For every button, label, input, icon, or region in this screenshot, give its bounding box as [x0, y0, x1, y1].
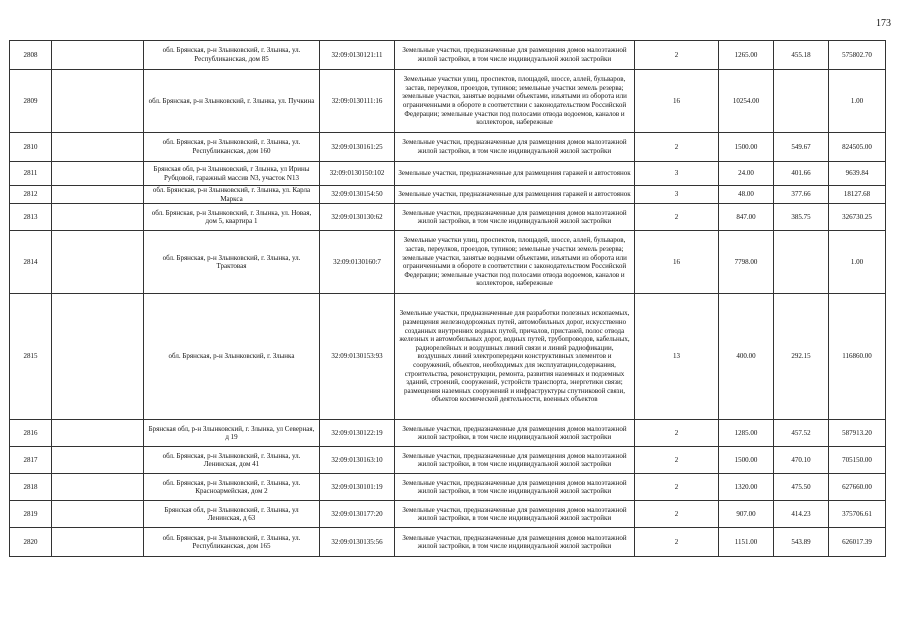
land-use-cell: Земельные участки, предназначенные для размещения домов малоэтажной жилой застройки, в том числе индивидуальной жилой застройки [395, 501, 635, 528]
value-cell: 9639.84 [829, 162, 886, 186]
address-cell: обл. Брянская, р-н Злынковский, г. Злынка, ул. Ленинская, дом 41 [144, 447, 320, 474]
table-row [10, 474, 886, 501]
group-cell: 16 [635, 70, 719, 133]
table-row [10, 186, 886, 204]
row-number: 2813 [10, 204, 52, 231]
blank-cell [52, 447, 144, 474]
land-use-cell: Земельные участки, предназначенные для размещения домов малоэтажной жилой застройки, в том числе индивидуальной жилой застройки [395, 420, 635, 447]
blank-cell [52, 204, 144, 231]
blank-cell [52, 528, 144, 557]
cadastral-number-cell: 32:09:0130121:11 [320, 41, 395, 70]
land-use-cell: Земельные участки, предназначенные для размещения домов малоэтажной жилой застройки, в том числе индивидуальной жилой застройки [395, 474, 635, 501]
area-cell: 1320.00 [719, 474, 774, 501]
blank-cell [52, 70, 144, 133]
row-number: 2808 [10, 41, 52, 70]
address-cell: обл. Брянская, р-н Злынковский, г. Злынка, ул. Республиканская, дом 165 [144, 528, 320, 557]
land-use-cell: Земельные участки, предназначенные для размещения домов малоэтажной жилой застройки, в том числе индивидуальной жилой застройки [395, 133, 635, 162]
group-cell: 2 [635, 447, 719, 474]
table-row [10, 162, 886, 186]
row-number: 2811 [10, 162, 52, 186]
address-cell: Брянская обл, р-н Злынковский, г. Злынка, ул Северная, д 19 [144, 420, 320, 447]
cadastral-number-cell: 32:09:0130160:7 [320, 231, 395, 294]
value-cell: 626017.39 [829, 528, 886, 557]
address-cell: обл. Брянская, р-н Злынковский, г. Злынка, ул. Новая, дом 5, квартира 1 [144, 204, 320, 231]
cadastral-number-cell: 32:09:0130177:20 [320, 501, 395, 528]
rate-cell: 543.89 [774, 528, 829, 557]
cadastral-number-cell: 32:09:0130111:16 [320, 70, 395, 133]
value-cell: 18127.68 [829, 186, 886, 204]
cadastral-number-cell: 32:09:0130101:19 [320, 474, 395, 501]
table-row [10, 41, 886, 70]
group-cell: 2 [635, 41, 719, 70]
blank-cell [52, 294, 144, 420]
row-number: 2814 [10, 231, 52, 294]
table-row [10, 501, 886, 528]
table-row [10, 70, 886, 133]
group-cell: 13 [635, 294, 719, 420]
blank-cell [52, 231, 144, 294]
row-number: 2817 [10, 447, 52, 474]
value-cell: 326730.25 [829, 204, 886, 231]
value-cell: 575802.70 [829, 41, 886, 70]
cadastral-number-cell: 32:09:0130130:62 [320, 204, 395, 231]
row-number: 2812 [10, 186, 52, 204]
area-cell: 7798.00 [719, 231, 774, 294]
address-cell: обл. Брянская, р-н Злынковский, г. Злынка, ул. Пучкина [144, 70, 320, 133]
rate-cell: 455.18 [774, 41, 829, 70]
land-use-cell: Земельные участки, предназначенные для разработки полезных ископаемых, размещения железнодорожных путей, автомобильных дорог, искусственно созданных внутренних водных путей, причалов, пристаней, полос отвода железных и автомобильных дорог, водных путей, трубопроводов, кабельных, радиорелейных и воздушных линий связи и линий радиофикации, воздушных линий электропередачи конструктивных элементов и сооружений, объектов, необходимых для эксплуатации,содержания, строительства, реконструкции, ремонта, развития наземных и подземных зданий, строений, сооружений, устройств транспорта, энергетики связи; размещения наземных сооружений и инфраструктуры спутниковой связи, объектов космической деятельности, военных объектов [395, 294, 635, 420]
address-cell: обл. Брянская, р-н Злынковский, г. Злынка, ул. Трактовая [144, 231, 320, 294]
table-row [10, 294, 886, 420]
area-cell: 847.00 [719, 204, 774, 231]
rate-cell: 385.75 [774, 204, 829, 231]
land-use-cell: Земельные участки, предназначенные для размещения домов малоэтажной жилой застройки, в том числе индивидуальной жилой застройки [395, 41, 635, 70]
blank-cell [52, 186, 144, 204]
value-cell: 824505.00 [829, 133, 886, 162]
land-use-cell: Земельные участки, предназначенные для размещения домов малоэтажной жилой застройки, в том числе индивидуальной жилой застройки [395, 204, 635, 231]
land-use-cell: Земельные участки, предназначенные для размещения гаражей и автостоянок [395, 186, 635, 204]
group-cell: 3 [635, 162, 719, 186]
rate-cell: 401.66 [774, 162, 829, 186]
row-number: 2818 [10, 474, 52, 501]
value-cell: 627660.00 [829, 474, 886, 501]
group-cell: 2 [635, 420, 719, 447]
group-cell: 2 [635, 133, 719, 162]
area-cell: 1285.00 [719, 420, 774, 447]
cadastral-value-table [9, 40, 886, 557]
value-cell: 116860.00 [829, 294, 886, 420]
blank-cell [52, 474, 144, 501]
table-row [10, 231, 886, 294]
cadastral-number-cell: 32:09:0130135:56 [320, 528, 395, 557]
area-cell: 10254.00 [719, 70, 774, 133]
rate-cell: 457.52 [774, 420, 829, 447]
blank-cell [52, 420, 144, 447]
address-cell: обл. Брянская, р-н Злынковский, г. Злынка [144, 294, 320, 420]
area-cell: 24.00 [719, 162, 774, 186]
blank-cell [52, 133, 144, 162]
land-use-cell: Земельные участки улиц, проспектов, площадей, шоссе, аллей, бульваров, застав, переулков, проездов, тупиков; земельные участки земель резерва; земельные участки, занятые водными объектами, изъятыми из оборота или ограниченными в обороте в соответствии с законодательством Российской Федерации; земельные участки под полосами отвода водоемов, каналов и коллекторов, набережные [395, 70, 635, 133]
table-row [10, 528, 886, 557]
group-cell: 2 [635, 474, 719, 501]
value-cell: 375706.61 [829, 501, 886, 528]
table-row [10, 133, 886, 162]
address-cell: обл. Брянская, р-н Злынковский, г. Злынка, ул. Республиканская, дом 160 [144, 133, 320, 162]
area-cell: 400.00 [719, 294, 774, 420]
rate-cell: 475.50 [774, 474, 829, 501]
row-number: 2809 [10, 70, 52, 133]
blank-cell [52, 162, 144, 186]
area-cell: 1500.00 [719, 447, 774, 474]
address-cell: Брянская обл, р-н Злынковский, г. Злынка, ул Ленинская, д 63 [144, 501, 320, 528]
land-use-cell: Земельные участки, предназначенные для размещения домов малоэтажной жилой застройки, в том числе индивидуальной жилой застройки [395, 528, 635, 557]
group-cell: 2 [635, 528, 719, 557]
table-row [10, 420, 886, 447]
area-cell: 48.00 [719, 186, 774, 204]
address-cell: обл. Брянская, р-н Злынковский, г. Злынка, ул. Красноармейская, дом 2 [144, 474, 320, 501]
area-cell: 1265.00 [719, 41, 774, 70]
cadastral-number-cell: 32:09:0130163:10 [320, 447, 395, 474]
cadastral-number-cell: 32:09:0130153:93 [320, 294, 395, 420]
address-cell: Брянская обл, р-н Злынковский, г Злынка, ул Ирины Рубцовой, гаражный массив N3, участок N13 [144, 162, 320, 186]
land-use-cell: Земельные участки, предназначенные для размещения домов малоэтажной жилой застройки, в том числе индивидуальной жилой застройки [395, 447, 635, 474]
rate-cell: 470.10 [774, 447, 829, 474]
area-cell: 1151.00 [719, 528, 774, 557]
rate-cell: 377.66 [774, 186, 829, 204]
value-cell: 1.00 [829, 70, 886, 133]
address-cell: обл. Брянская, р-н Злынковский, г. Злынка, ул. Карла Маркса [144, 186, 320, 204]
row-number: 2819 [10, 501, 52, 528]
rate-cell: 414.23 [774, 501, 829, 528]
value-cell: 587913.20 [829, 420, 886, 447]
table-row [10, 204, 886, 231]
row-number: 2820 [10, 528, 52, 557]
cadastral-number-cell: 32:09:0130154:50 [320, 186, 395, 204]
rate-cell [774, 231, 829, 294]
group-cell: 3 [635, 186, 719, 204]
group-cell: 2 [635, 204, 719, 231]
value-cell: 1.00 [829, 231, 886, 294]
cadastral-number-cell: 32:09:0130161:25 [320, 133, 395, 162]
row-number: 2815 [10, 294, 52, 420]
page-number: 173 [876, 18, 891, 29]
cadastral-number-cell: 32:09:0130150:102 [320, 162, 395, 186]
land-use-cell: Земельные участки, предназначенные для размещения гаражей и автостоянок [395, 162, 635, 186]
group-cell: 16 [635, 231, 719, 294]
row-number: 2810 [10, 133, 52, 162]
blank-cell [52, 41, 144, 70]
address-cell: обл. Брянская, р-н Злынковский, г. Злынка, ул. Республиканская, дом 85 [144, 41, 320, 70]
area-cell: 907.00 [719, 501, 774, 528]
value-cell: 705150.00 [829, 447, 886, 474]
area-cell: 1500.00 [719, 133, 774, 162]
rate-cell: 292.15 [774, 294, 829, 420]
rate-cell: 549.67 [774, 133, 829, 162]
table-row [10, 447, 886, 474]
rate-cell [774, 70, 829, 133]
land-use-cell: Земельные участки улиц, проспектов, площадей, шоссе, аллей, бульваров, застав, переулков, проездов, тупиков; земельные участки земель резерва; земельные участки, занятые водными объектами, изъятыми из оборота или ограниченными в обороте в соответствии с законодательством Российской Федерации; земельные участки под полосами отвода водоемов, каналов и коллекторов, набережные [395, 231, 635, 294]
row-number: 2816 [10, 420, 52, 447]
group-cell: 2 [635, 501, 719, 528]
cadastral-number-cell: 32:09:0130122:19 [320, 420, 395, 447]
blank-cell [52, 501, 144, 528]
